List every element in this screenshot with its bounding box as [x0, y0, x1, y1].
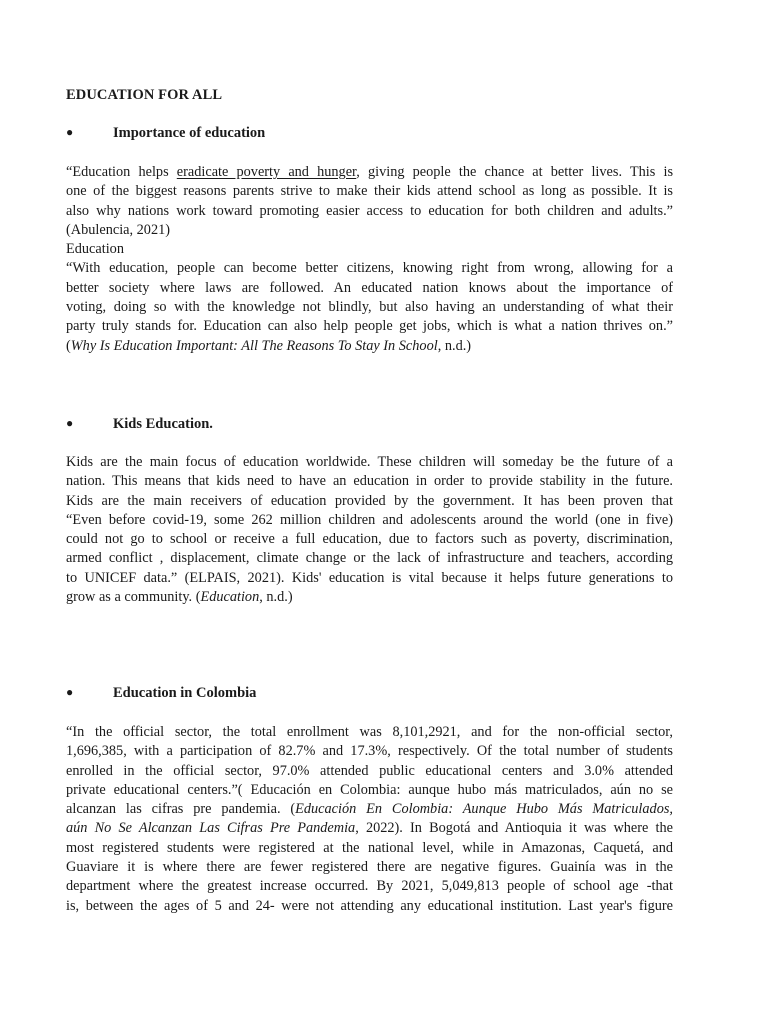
- text-line: could not go to school or receive a full education, due to factors such as poverty, discrimination,: [66, 531, 673, 548]
- text-line: to UNICEF data.” (ELPAIS, 2021). Kids' education is vital because it helps future generations to: [66, 569, 673, 586]
- paragraph-importance-quote: [66, 163, 673, 356]
- section-heading-text: Kids Education.: [113, 416, 213, 432]
- paragraph-education-colombia: [66, 723, 673, 916]
- text-line: better society where laws are followed. An educated nation knows about the importance of: [66, 279, 673, 296]
- bullet-icon: ●: [66, 685, 74, 699]
- text-line: alcanzan las cifras pre pandemia. (Educación En Colombia: Aunque Hubo Más Matriculados,: [66, 801, 673, 818]
- text-line: “Education helps eradicate poverty and hunger, giving people the chance at better lives. This is: [66, 164, 674, 180]
- text-line: private educational centers.”( Educación en Colombia: aunque hubo más matriculados, aún no se: [66, 781, 673, 798]
- text-line: party truly stands for. Education can also help people get jobs, which is what a nation thrives on.”: [66, 318, 673, 335]
- text-line: “Even before covid-19, some 262 million children and adolescents around the world (one in five): [66, 511, 673, 528]
- text-line: nation. This means that kids need to have an education in order to provide stability in the future.: [66, 473, 673, 490]
- paragraph-kids-education: [66, 453, 673, 607]
- text-line: Kids are the main receivers of education provided by the government. It has been proven that: [66, 492, 673, 509]
- text-line: also why nations work toward promoting easier access to education for both children and adults.”: [66, 202, 673, 219]
- text-line: 1,696,385, with a participation of 82.7% and 17.3%, respectively. Of the total number of students: [66, 743, 673, 760]
- label-education: Education: [66, 241, 124, 258]
- text-line: most registered students were registered at the national level, while in Amazonas, Caquetá, and: [66, 839, 673, 856]
- text-line: Guaviare it is where there are fewer registered there are negative figures. Guainía was in the: [66, 859, 673, 876]
- bullet-icon: ●: [66, 125, 74, 139]
- text-line: grow as a community. (Education, n.d.): [66, 589, 293, 606]
- section-heading-text: Education in Colombia: [113, 685, 257, 701]
- text-line: department where the greatest increase occurred. By 2021, 5,049,813 people of school age -that: [66, 878, 673, 895]
- text-line: “With education, people can become better citizens, knowing right from wrong, allowing for a: [66, 260, 673, 277]
- text-line: armed conflict , displacement, climate change or the lack of infrastructure and teachers, according: [66, 550, 673, 567]
- section-heading-text: Importance of education: [113, 125, 266, 141]
- underlined-phrase: eradicate poverty and hunger: [176, 164, 357, 180]
- citation: (Abulencia, 2021): [66, 221, 171, 238]
- bullet-icon: ●: [66, 416, 74, 430]
- document-title: EDUCATION FOR ALL: [66, 87, 223, 103]
- text-line: Kids are the main focus of education worldwide. These children will someday be the future of a: [66, 454, 673, 470]
- text-line: “In the official sector, the total enrollment was 8,101,2921, and for the non-official sector,: [66, 724, 673, 740]
- citation: (Why Is Education Important: All The Reasons To Stay In School, n.d.): [66, 337, 472, 354]
- text-line: one of the biggest reasons parents strive to make their kids attend school as long as possible. It is: [66, 183, 673, 200]
- text-line: enrolled in the official sector, 97.0% attended public educational centers and 3.0% attended: [66, 762, 673, 779]
- text-line: voting, doing so with the knowledge not blindly, but also having an understanding of what their: [66, 299, 673, 316]
- text-line: is, between the ages of 5 and 24- were not attending any educational institution. Last year's figure: [66, 897, 673, 914]
- text-line: aún No Se Alcanzan Las Cifras Pre Pandemia, 2022). In Bogotá and Antioquia it was where the: [66, 820, 673, 837]
